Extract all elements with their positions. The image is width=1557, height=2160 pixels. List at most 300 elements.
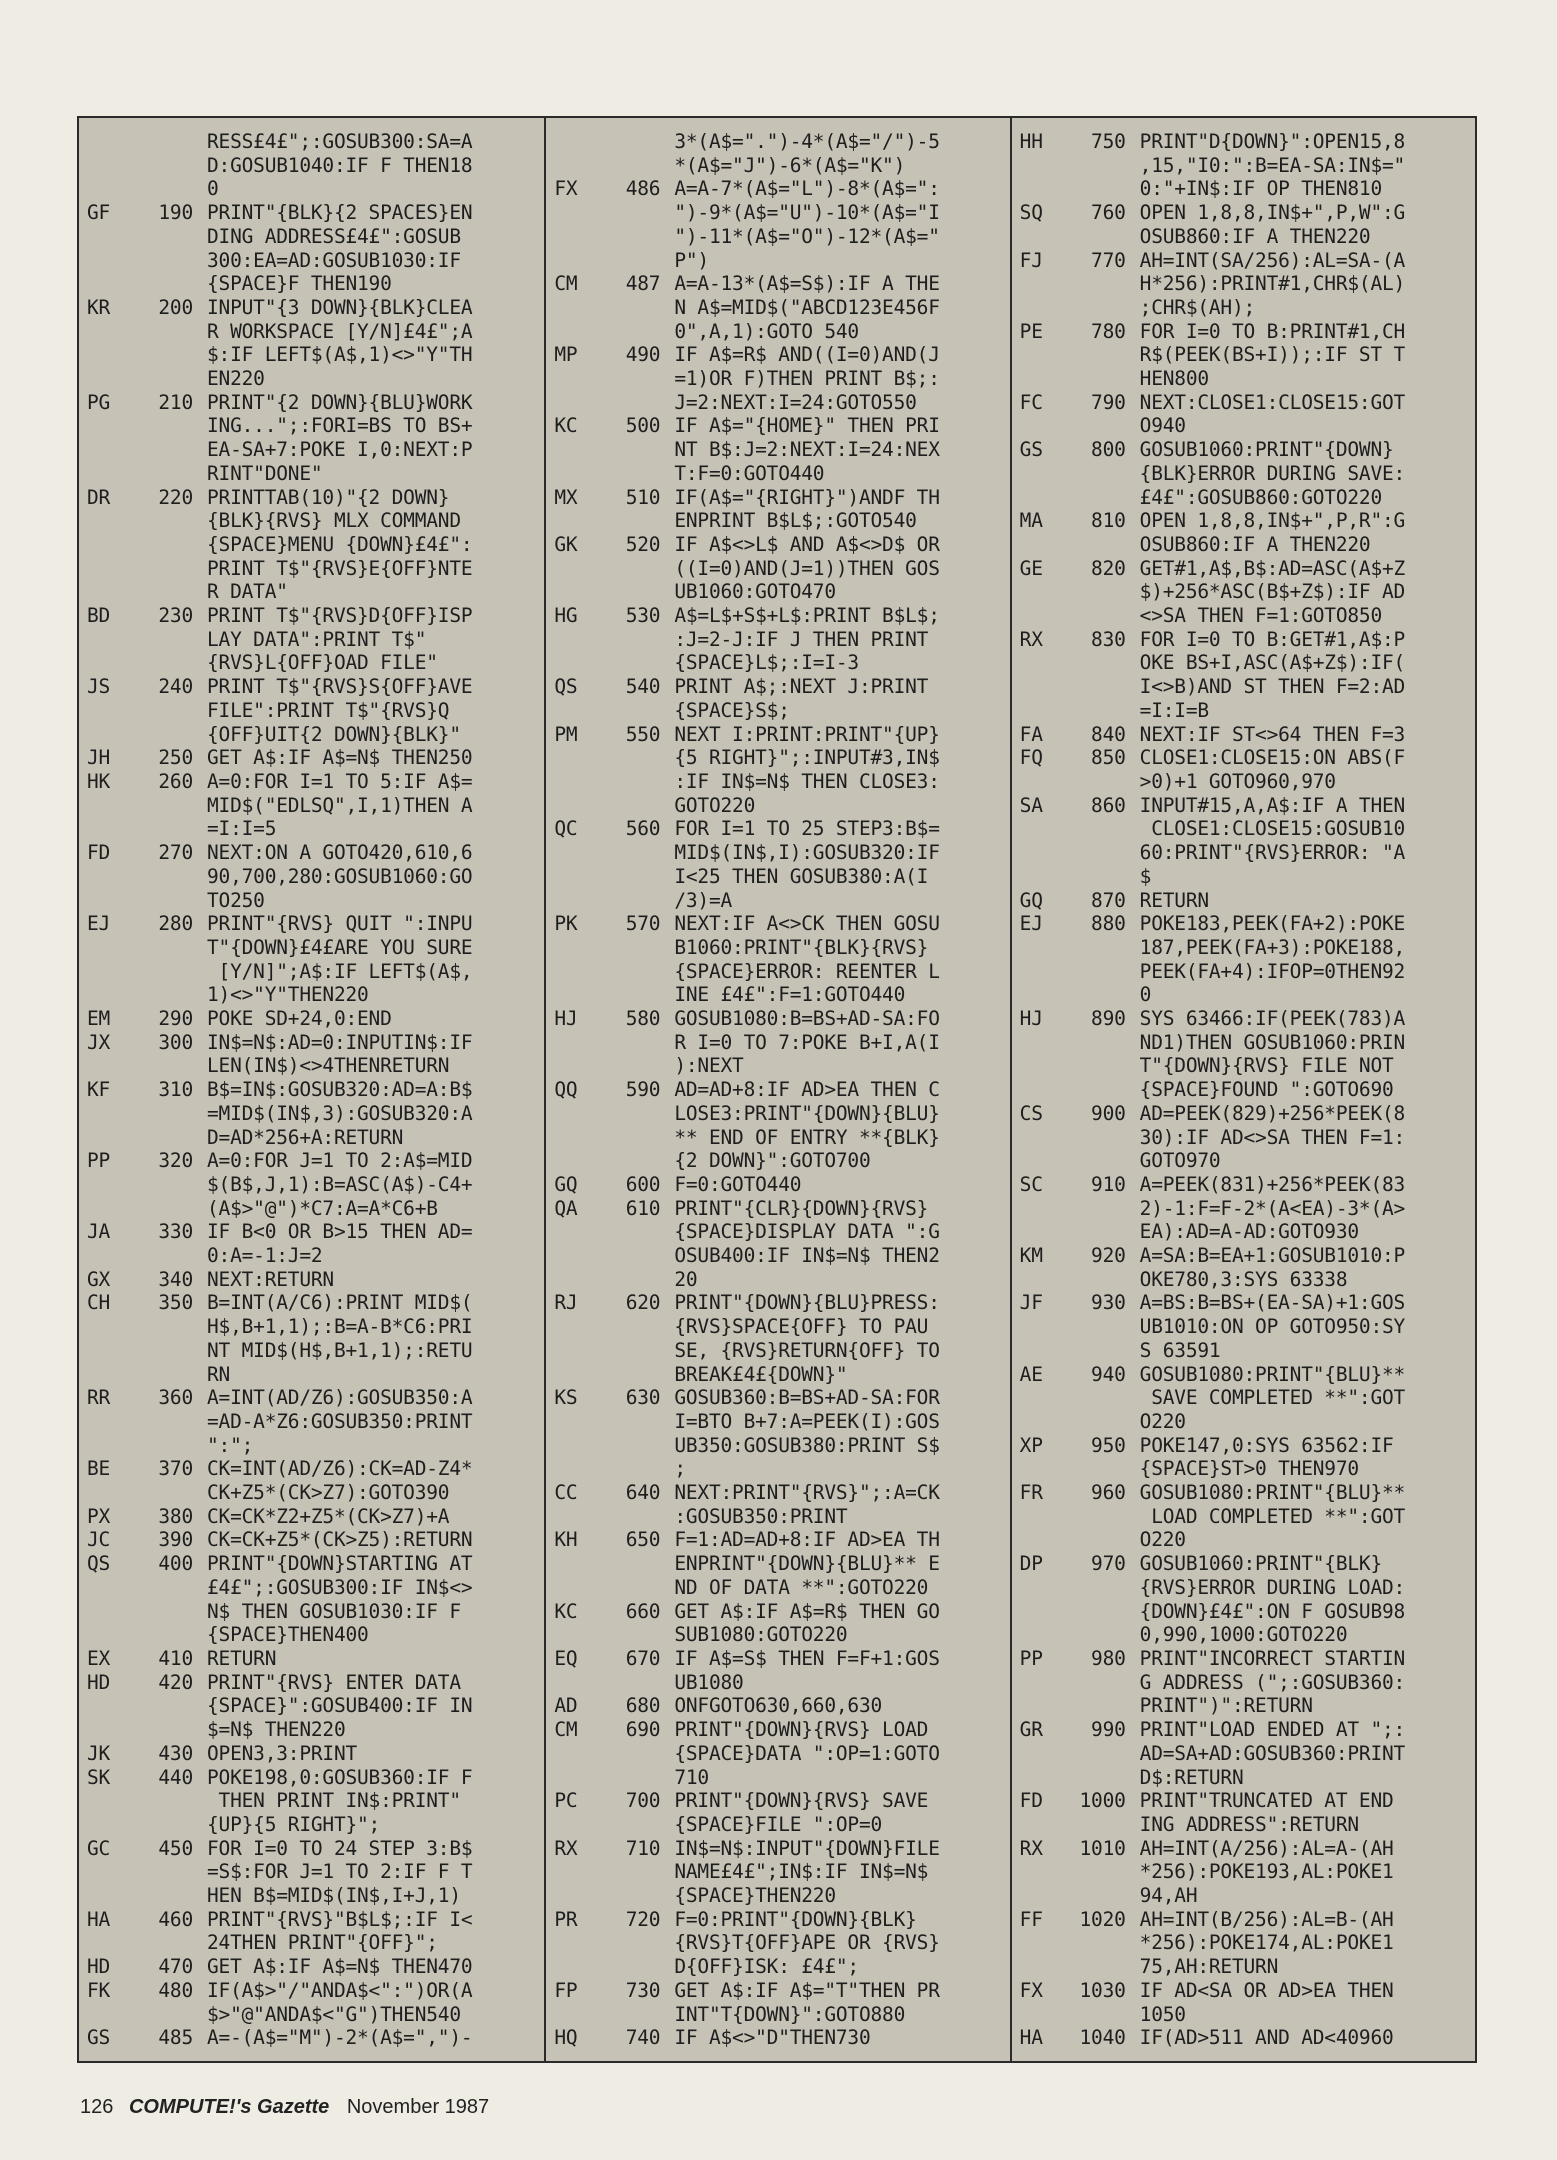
code-text: OSUB860:IF A THEN220 xyxy=(1139,224,1371,248)
code-text: >0)+1 GOTO960,970 xyxy=(1139,769,1336,793)
code-text: I<25 THEN GOSUB380:A(I xyxy=(674,864,929,888)
program-line xyxy=(554,1197,1009,1221)
listing-column-3 xyxy=(1010,118,1475,2061)
code-text: RESS£4£";:GOSUB300:SA=A xyxy=(207,130,473,153)
code-text: DING ADDRESS£4£":GOSUB xyxy=(207,224,461,248)
checksum: RR xyxy=(87,1386,111,1410)
code-text: AH=INT(B/256):AL=B-(AH xyxy=(1139,1907,1394,1931)
program-line-continuation xyxy=(87,794,544,818)
program-line xyxy=(554,1647,1009,1671)
line-number: 590 xyxy=(625,1078,661,1102)
code-text: H*256):PRINT#1,CHR$(AL) xyxy=(1139,272,1406,296)
code-text: RETURN xyxy=(207,1647,277,1670)
program-line xyxy=(554,675,1009,699)
checksum: FX xyxy=(1019,1978,1043,2002)
code-text: (A$>"@")*C7:A=A*C6+B xyxy=(207,1196,438,1220)
code-text: I=BTO B+7:A=PEEK(I):GOS xyxy=(674,1409,940,1433)
code-text: B=INT(A/C6):PRINT MID$( xyxy=(207,1291,473,1315)
code-text: FOR I=0 TO B:PRINT#1,CH xyxy=(1139,319,1406,343)
program-line xyxy=(87,1528,544,1552)
line-number: 780 xyxy=(1091,319,1126,343)
checksum: PE xyxy=(1019,319,1043,343)
checksum: QS xyxy=(87,1552,111,1576)
code-text: GET A$:IF A$=N$ THEN470 xyxy=(207,1955,473,1979)
page-number: 126 xyxy=(80,2096,114,2118)
code-text: ING ADDRESS":RETURN xyxy=(1139,1812,1359,1836)
program-line-continuation xyxy=(87,1481,544,1505)
code-text: 90,700,280:GOSUB1060:GO xyxy=(207,864,473,888)
code-text: PRINT"{2 DOWN}{BLU}WORK xyxy=(207,390,473,414)
issue-date: November 1987 xyxy=(346,2096,490,2118)
program-line-continuation xyxy=(87,1600,544,1624)
code-text: PRINT"{DOWN}{RVS} SAVE xyxy=(674,1789,929,1813)
program-line xyxy=(87,130,544,154)
program-line-continuation xyxy=(1020,1126,1475,1150)
program-line-continuation xyxy=(87,1813,544,1837)
line-number: 760 xyxy=(1091,201,1126,225)
program-line-continuation xyxy=(1020,1410,1475,1434)
line-number: 930 xyxy=(1091,1291,1126,1315)
program-line xyxy=(87,296,544,320)
code-text: ")-11*(A$="O")-12*(A$=" xyxy=(674,224,940,248)
line-number: 390 xyxy=(158,1528,193,1552)
code-text: IF AD<SA OR AD>EA THEN xyxy=(1139,1978,1394,2002)
program-line-continuation xyxy=(554,1434,1009,1458)
code-text: PRINT"{RVS}"B$L$;:IF I< xyxy=(207,1907,473,1931)
code-text: D$:RETURN xyxy=(1139,1765,1244,1789)
line-number: 850 xyxy=(1091,746,1126,770)
program-line-continuation xyxy=(1020,604,1475,628)
program-line-continuation xyxy=(1020,414,1475,438)
program-line xyxy=(554,1718,1009,1742)
program-line xyxy=(554,130,1009,154)
line-number: 450 xyxy=(158,1836,193,1860)
program-line xyxy=(1020,1552,1475,1576)
checksum: DR xyxy=(87,485,111,509)
program-line-continuation xyxy=(1020,1505,1475,1529)
code-text: A=-(A$="M")-2*(A$=",")- xyxy=(207,2026,473,2050)
code-text: IF A$="{HOME}" THEN PRI xyxy=(674,414,940,438)
line-number: 350 xyxy=(158,1291,193,1315)
checksum: FD xyxy=(1019,1789,1043,1813)
program-line xyxy=(87,1908,544,1932)
code-text: {SPACE}ERROR: REENTER L xyxy=(674,959,940,983)
line-number: 360 xyxy=(158,1386,193,1410)
checksum: JH xyxy=(87,746,111,770)
code-text: N A$=MID$("ABCD123E456F xyxy=(674,295,940,319)
line-number: 380 xyxy=(158,1504,193,1528)
program-line-continuation xyxy=(1020,2003,1475,2027)
code-text: FOR I=1 TO 25 STEP3:B$= xyxy=(674,817,940,841)
line-number: 820 xyxy=(1091,556,1126,580)
code-text: {DOWN}£4£":ON F GOSUB98 xyxy=(1139,1599,1406,1623)
program-line-continuation xyxy=(554,201,1009,225)
program-line-continuation xyxy=(1020,343,1475,367)
code-text: 1050 xyxy=(1139,2002,1186,2026)
checksum: PG xyxy=(87,390,111,414)
checksum: FA xyxy=(1019,722,1043,746)
code-text: 300:EA=AD:GOSUB1030:IF xyxy=(207,248,461,272)
checksum: GQ xyxy=(554,1172,578,1196)
program-line-continuation xyxy=(1020,1031,1475,1055)
line-number: 690 xyxy=(625,1718,661,1742)
line-number: 700 xyxy=(625,1789,661,1813)
code-text: PRINT")":RETURN xyxy=(1139,1694,1313,1718)
line-number: 486 xyxy=(625,177,661,201)
checksum: QQ xyxy=(554,1078,578,1102)
program-line xyxy=(1020,1173,1475,1197)
line-number: 570 xyxy=(625,912,661,936)
program-line-continuation xyxy=(554,462,1009,486)
program-line xyxy=(87,1766,544,1790)
code-text: {SPACE}THEN220 xyxy=(674,1884,836,1908)
program-line-continuation xyxy=(1020,675,1475,699)
program-line xyxy=(1020,1244,1475,1268)
line-number: 1000 xyxy=(1079,1789,1126,1813)
program-line xyxy=(554,1481,1009,1505)
program-line-continuation xyxy=(87,343,544,367)
checksum: JF xyxy=(1019,1291,1043,1315)
code-text: J=2:NEXT:I=24:GOTO550 xyxy=(674,390,917,414)
code-text: *256):POKE174,AL:POKE1 xyxy=(1139,1931,1394,1955)
program-line xyxy=(87,770,544,794)
line-number: 440 xyxy=(158,1765,193,1789)
program-line-continuation xyxy=(554,699,1009,723)
code-text: =AD-A*Z6:GOSUB350:PRINT xyxy=(207,1409,473,1433)
code-text: CLOSE1:CLOSE15:ON ABS(F xyxy=(1139,746,1406,770)
checksum: JA xyxy=(87,1220,111,1244)
code-text: ,15,"I0:":B=EA-SA:IN$=" xyxy=(1139,153,1406,177)
checksum: FX xyxy=(554,177,578,201)
program-line xyxy=(554,1386,1009,1410)
code-text: {SPACE}S$; xyxy=(674,698,790,722)
program-line xyxy=(87,2026,544,2050)
code-text: :J=2-J:IF J THEN PRINT xyxy=(674,627,929,651)
line-number: 280 xyxy=(158,912,193,936)
program-line-continuation xyxy=(554,580,1009,604)
code-text: {SPACE}DATA ":OP=1:GOTO xyxy=(674,1741,940,1765)
code-text: $:IF LEFT$(A$,1)<>"Y"TH xyxy=(207,343,473,367)
line-number: 240 xyxy=(158,675,193,699)
program-line xyxy=(554,486,1009,510)
checksum: FP xyxy=(554,1978,578,2002)
program-line-continuation xyxy=(554,651,1009,675)
checksum: GX xyxy=(87,1267,111,1291)
code-text: IN$=N$:AD=0:INPUTIN$:IF xyxy=(207,1030,473,1054)
code-text: LOSE3:PRINT"{DOWN}{BLU} xyxy=(674,1101,940,1125)
checksum: DP xyxy=(1019,1552,1043,1576)
code-text: {SPACE}F THEN190 xyxy=(207,272,392,296)
program-line-continuation xyxy=(87,936,544,960)
program-line xyxy=(87,1031,544,1055)
code-text: 0",A,1):GOTO 540 xyxy=(674,319,859,343)
program-line-continuation xyxy=(554,1410,1009,1434)
checksum: EM xyxy=(87,1007,111,1031)
line-number: 710 xyxy=(625,1836,661,1860)
line-number: 1020 xyxy=(1079,1907,1126,1931)
code-text: {SPACE}FOUND ":GOTO690 xyxy=(1139,1078,1394,1102)
program-line-continuation xyxy=(1020,1457,1475,1481)
program-line-continuation xyxy=(87,1694,544,1718)
program-line xyxy=(1020,1647,1475,1671)
program-line-continuation xyxy=(87,960,544,984)
line-number: 740 xyxy=(625,2026,661,2050)
program-line-continuation xyxy=(554,154,1009,178)
program-line xyxy=(554,1528,1009,1552)
code-text: INE £4£":F=1:GOTO440 xyxy=(674,983,906,1007)
code-text: NEXT:IF A<>CK THEN GOSU xyxy=(674,912,940,936)
line-number: 910 xyxy=(1091,1172,1126,1196)
code-text: £4£":GOSUB860:GOTO220 xyxy=(1139,485,1382,509)
program-line-continuation xyxy=(554,1766,1009,1790)
code-text: HEN800 xyxy=(1139,367,1209,391)
code-text: =MID$(IN$,3):GOSUB320:A xyxy=(207,1101,473,1125)
code-text: =S$:FOR J=1 TO 2:IF F T xyxy=(207,1860,473,1884)
line-number: 600 xyxy=(625,1172,661,1196)
line-number: 220 xyxy=(158,485,193,509)
program-line-continuation xyxy=(554,1884,1009,1908)
program-line xyxy=(1020,438,1475,462)
program-line-continuation xyxy=(87,225,544,249)
program-line-continuation xyxy=(1020,1955,1475,1979)
program-line xyxy=(554,817,1009,841)
checksum: GE xyxy=(1019,556,1043,580)
checksum: EJ xyxy=(1019,912,1043,936)
code-text: NAME£4£";IN$:IF IN$=N$ xyxy=(674,1860,929,1884)
code-text: ":"; xyxy=(207,1433,254,1457)
code-text: ND1)THEN GOSUB1060:PRIN xyxy=(1139,1030,1406,1054)
code-text: ):NEXT xyxy=(674,1054,744,1078)
program-line-continuation xyxy=(554,794,1009,818)
code-text: {BLK}ERROR DURING SAVE: xyxy=(1139,461,1406,485)
code-text: G ADDRESS (";:GOSUB360: xyxy=(1139,1670,1406,1694)
program-line xyxy=(554,1078,1009,1102)
program-line xyxy=(1020,391,1475,415)
code-text: PRINT"{DOWN}STARTING AT xyxy=(207,1552,473,1576)
code-text: PRINT"D{DOWN}":OPEN15,8 xyxy=(1139,130,1406,153)
code-text: 20 xyxy=(674,1267,698,1291)
checksum: JK xyxy=(87,1741,111,1765)
program-line-continuation xyxy=(87,1434,544,1458)
checksum: HQ xyxy=(554,2026,578,2050)
program-line-continuation xyxy=(87,983,544,1007)
checksum: GS xyxy=(87,2026,111,2050)
checksum: GS xyxy=(1019,438,1043,462)
checksum: EQ xyxy=(554,1647,578,1670)
line-number: 480 xyxy=(158,1978,193,2002)
code-text: A=A-7*(A$="L")-8*(A$=": xyxy=(674,177,940,201)
code-text: {RVS}SPACE{OFF} TO PAU xyxy=(674,1315,929,1339)
code-text: NEXT:PRINT"{RVS}";:A=CK xyxy=(674,1481,940,1505)
program-line xyxy=(554,604,1009,628)
code-text: =I:I=5 xyxy=(207,817,277,841)
code-text: GOSUB1080:PRINT"{BLU}** xyxy=(1139,1362,1406,1386)
program-line-continuation xyxy=(554,628,1009,652)
checksum: FD xyxy=(87,841,111,865)
code-text: IF(AD>511 AND AD<40960 xyxy=(1139,2026,1394,2050)
code-text: {SPACE}L$;:I=I-3 xyxy=(674,651,859,675)
code-text: GET A$:IF A$="T"THEN PR xyxy=(674,1978,940,2002)
line-number: 750 xyxy=(1091,130,1126,153)
line-number: 320 xyxy=(158,1149,193,1173)
code-text: A=PEEK(831)+256*PEEK(83 xyxy=(1139,1172,1406,1196)
code-text: SUB1080:GOTO220 xyxy=(674,1623,848,1647)
line-number: 970 xyxy=(1091,1552,1126,1576)
code-text: ; xyxy=(674,1457,686,1481)
program-line-continuation xyxy=(554,438,1009,462)
program-line-continuation xyxy=(554,2003,1009,2027)
checksum: HD xyxy=(87,1955,111,1979)
code-text: NEXT:CLOSE1:CLOSE15:GOT xyxy=(1139,390,1406,414)
code-text: $=N$ THEN220 xyxy=(207,1718,346,1742)
code-text: PRINT"{CLR}{DOWN}{RVS} xyxy=(674,1196,929,1220)
code-text: NT MID$(H$,B+1,1);:RETU xyxy=(207,1338,473,1362)
code-text: SE, {RVS}RETURN{OFF} TO xyxy=(674,1338,940,1362)
program-line-continuation xyxy=(554,1220,1009,1244)
code-text: 0 xyxy=(207,177,219,201)
checksum: PR xyxy=(554,1907,578,1931)
code-text: ;CHR$(AH); xyxy=(1139,295,1256,319)
program-line-continuation xyxy=(87,1244,544,1268)
checksum: KF xyxy=(87,1078,111,1102)
code-text: F=0:PRINT"{DOWN}{BLK} xyxy=(674,1907,917,1931)
code-text: I<>B)AND ST THEN F=2:AD xyxy=(1139,675,1406,699)
line-number: 270 xyxy=(158,841,193,865)
checksum: QC xyxy=(554,817,578,841)
program-line xyxy=(87,912,544,936)
code-text: ((I=0)AND(J=1))THEN GOS xyxy=(674,556,940,580)
code-text: PRINT"TRUNCATED AT END xyxy=(1139,1789,1394,1813)
program-line-continuation xyxy=(87,1576,544,1600)
code-text: ONFGOTO630,660,630 xyxy=(674,1694,883,1718)
code-text: POKE147,0:SYS 63562:IF xyxy=(1139,1433,1394,1457)
program-line xyxy=(87,1955,544,1979)
program-line-continuation xyxy=(87,651,544,675)
program-line xyxy=(554,272,1009,296)
program-line-continuation xyxy=(554,1244,1009,1268)
line-number: 260 xyxy=(158,769,193,793)
program-line-continuation xyxy=(1020,1694,1475,1718)
line-number: 870 xyxy=(1091,888,1126,912)
program-line-continuation xyxy=(1020,1576,1475,1600)
code-text: PRINT A$;:NEXT J:PRINT xyxy=(674,675,929,699)
checksum: JC xyxy=(87,1528,111,1552)
code-text: {RVS}ERROR DURING LOAD: xyxy=(1139,1575,1406,1599)
program-line-continuation xyxy=(554,1860,1009,1884)
program-line-continuation xyxy=(1020,1528,1475,1552)
checksum: CH xyxy=(87,1291,111,1315)
checksum: MA xyxy=(1019,509,1043,533)
code-text: £4£";:GOSUB300:IF IN$<> xyxy=(207,1575,473,1599)
program-line xyxy=(87,391,544,415)
code-text: IF(A$>"/"ANDA$<":")OR(A xyxy=(207,1978,473,2002)
line-number: 730 xyxy=(625,1978,661,2002)
code-text: AD=SA+AD:GOSUB360:PRINT xyxy=(1139,1741,1406,1765)
program-line-continuation xyxy=(87,817,544,841)
checksum: HH xyxy=(1019,130,1043,153)
code-text: :IF IN$=N$ THEN CLOSE3: xyxy=(674,769,940,793)
program-line-continuation xyxy=(87,2003,544,2027)
program-line-continuation xyxy=(1020,936,1475,960)
code-text: R DATA" xyxy=(207,580,288,604)
code-text: EA):AD=A-AD:GOTO930 xyxy=(1139,1220,1359,1244)
code-text: AD=PEEK(829)+256*PEEK(8 xyxy=(1139,1101,1406,1125)
program-line-continuation xyxy=(1020,983,1475,1007)
line-number: 790 xyxy=(1091,390,1126,414)
code-text: NEXT:ON A GOTO420,610,6 xyxy=(207,841,473,865)
code-text: CLOSE1:CLOSE15:GOSUB10 xyxy=(1139,817,1406,841)
checksum: GF xyxy=(87,201,111,225)
code-text: GET A$:IF A$=N$ THEN250 xyxy=(207,746,473,770)
program-line-continuation xyxy=(87,628,544,652)
code-text: OSUB400:IF IN$=N$ THEN2 xyxy=(674,1244,940,1268)
program-line-continuation xyxy=(87,1173,544,1197)
code-text: P") xyxy=(674,248,709,272)
code-text: GET A$:IF A$=R$ THEN GO xyxy=(674,1599,940,1623)
checksum: SK xyxy=(87,1765,111,1789)
checksum: CM xyxy=(554,272,578,296)
program-line-continuation xyxy=(1020,486,1475,510)
code-text: PRINT"{DOWN}{RVS} LOAD xyxy=(674,1718,929,1742)
program-line-continuation xyxy=(1020,533,1475,557)
program-line xyxy=(1020,1908,1475,1932)
program-line xyxy=(1020,889,1475,913)
line-number: 290 xyxy=(158,1007,193,1031)
program-line-continuation xyxy=(87,438,544,462)
code-text: PRINT T$"{RVS}D{OFF}ISP xyxy=(207,604,473,628)
code-text: $>"@"ANDA$<"G")THEN540 xyxy=(207,2002,461,2026)
code-text: POKE183,PEEK(FA+2):POKE xyxy=(1139,912,1406,936)
code-text: A=0:FOR J=1 TO 2:A$=MID xyxy=(207,1149,473,1173)
code-text: {SPACE}MENU {DOWN}£4£": xyxy=(207,532,473,556)
program-line-continuation xyxy=(1020,865,1475,889)
program-line xyxy=(87,1291,544,1315)
program-line xyxy=(554,723,1009,747)
code-text: {SPACE}ST>0 THEN970 xyxy=(1139,1457,1359,1481)
checksum: BD xyxy=(87,604,111,628)
program-line-continuation xyxy=(87,154,544,178)
magazine-title: COMPUTE!'s Gazette xyxy=(128,2096,330,2118)
checksum: KC xyxy=(554,1599,578,1623)
code-text: EA-SA+7:POKE I,0:NEXT:P xyxy=(207,438,473,462)
code-text: FILE":PRINT T$"{RVS}Q xyxy=(207,698,450,722)
line-number: 620 xyxy=(625,1291,661,1315)
program-line xyxy=(1020,1979,1475,2003)
code-text: B$=IN$:GOSUB320:AD=A:B$ xyxy=(207,1078,473,1102)
code-text: T"{DOWN}£4£ARE YOU SURE xyxy=(207,935,473,959)
program-line-continuation xyxy=(554,1813,1009,1837)
program-line-continuation xyxy=(554,1363,1009,1387)
checksum: FJ xyxy=(1019,248,1043,272)
program-line-continuation xyxy=(1020,960,1475,984)
checksum: KR xyxy=(87,295,111,319)
code-text: IF A$=S$ THEN F=F+1:GOS xyxy=(674,1647,940,1670)
program-line xyxy=(554,177,1009,201)
checksum: KM xyxy=(1019,1244,1043,1268)
program-line xyxy=(87,1149,544,1173)
code-text: {5 RIGHT}";:INPUT#3,IN$ xyxy=(674,746,940,770)
code-text: {SPACE}":GOSUB400:IF IN xyxy=(207,1694,473,1718)
code-text: IF A$=R$ AND((I=0)AND(J xyxy=(674,343,940,367)
code-text: $(B$,J,1):B=ASC(A$)-C4+ xyxy=(207,1172,473,1196)
checksum: FR xyxy=(1019,1481,1043,1505)
line-number: 890 xyxy=(1091,1007,1126,1031)
code-text: UB1080 xyxy=(674,1670,744,1694)
checksum: JX xyxy=(87,1030,111,1054)
line-number: 800 xyxy=(1091,438,1126,462)
program-line xyxy=(554,1789,1009,1813)
code-text: PRINT"{DOWN}{BLU}PRESS: xyxy=(674,1291,940,1315)
